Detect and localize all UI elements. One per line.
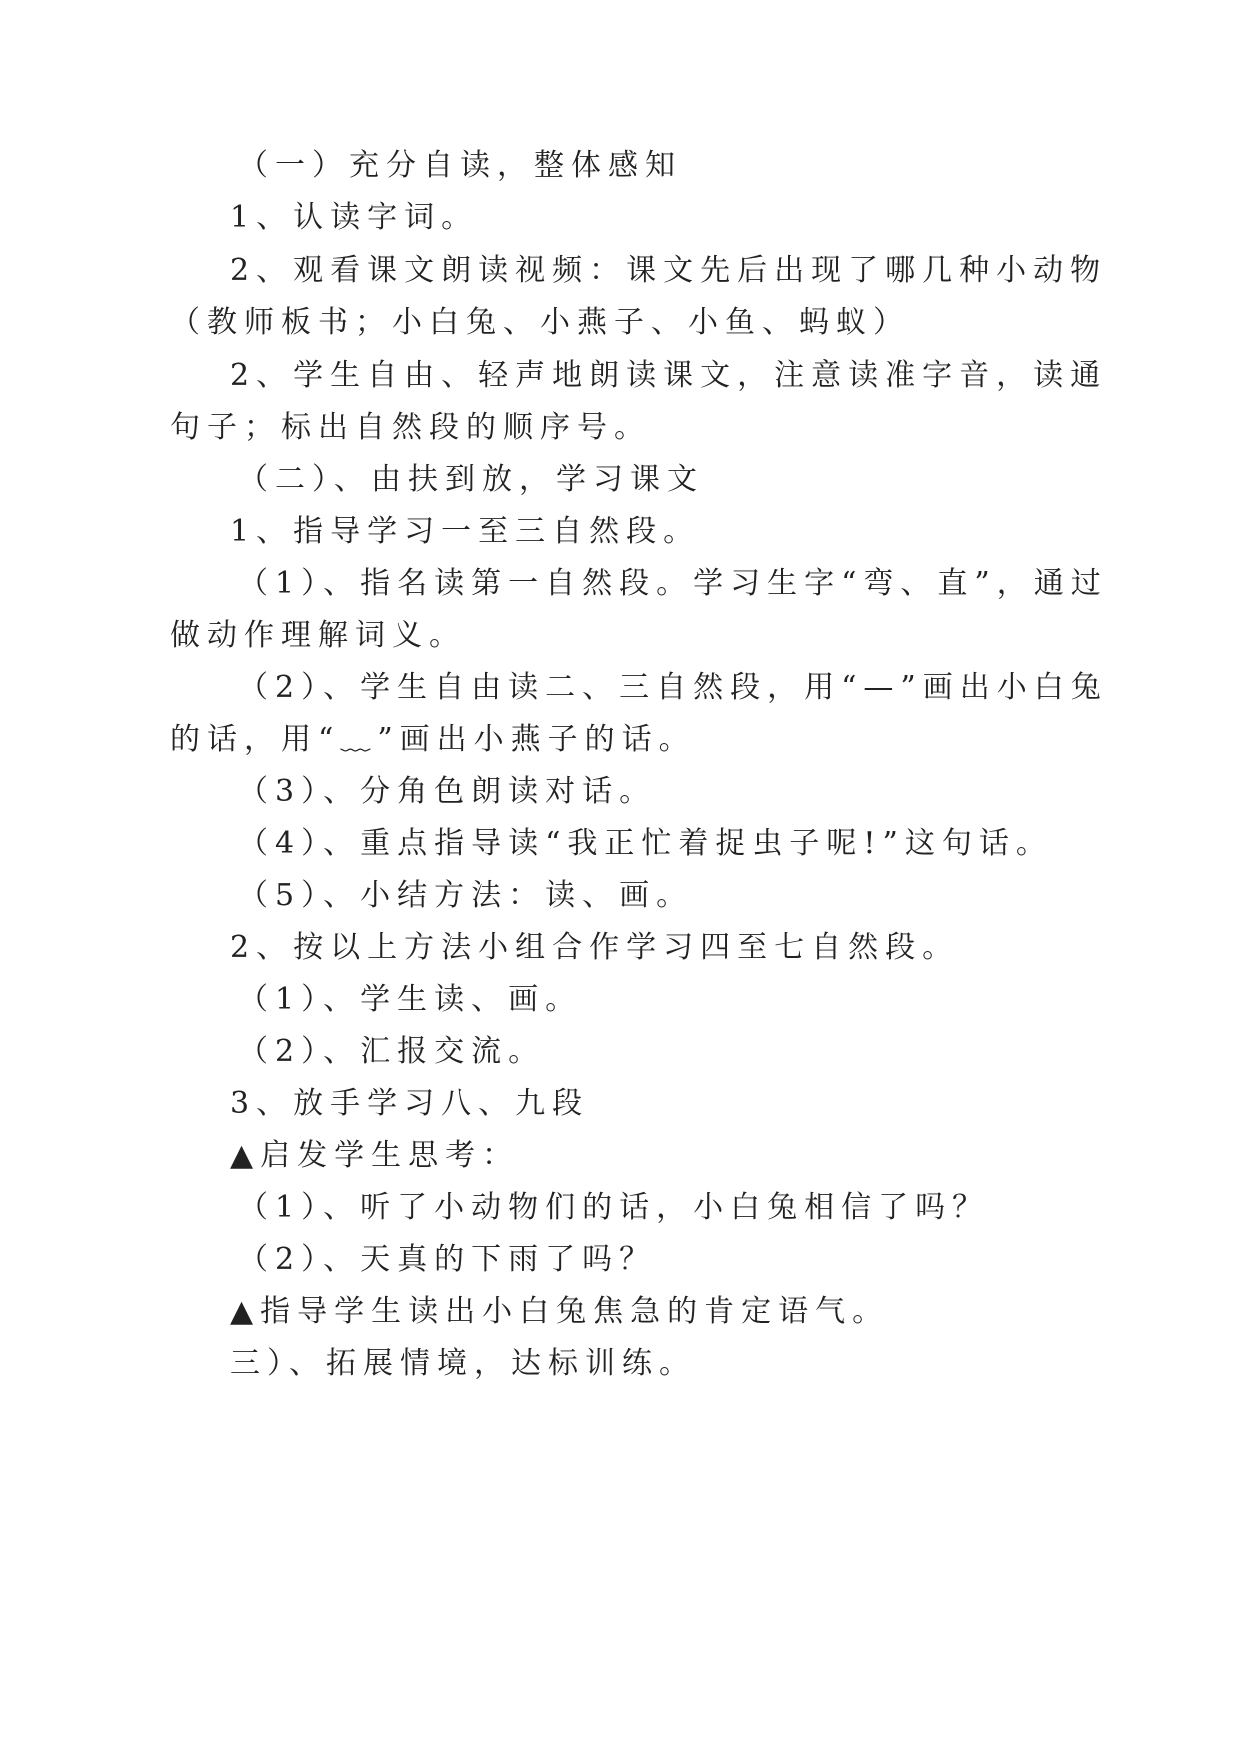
question-2: （2）、天真的下雨了吗？ [238, 1242, 657, 1277]
sub-item-read-draw: （1）、学生读、画。 [238, 982, 583, 1017]
list-item-paragraphs-4-7: 2、按以上方法小组合作学习四至七自然段。 [230, 930, 960, 965]
sub-item-1: （1）、指名读第一自然段。学习生字“弯、直”，通过 [238, 566, 1108, 601]
list-item-read-words: 1、认读字词。 [230, 200, 479, 235]
list-item-paragraphs-8-9: 3、放手学习八、九段 [230, 1086, 590, 1121]
list-item-watch-video-cont: （教师板书；小白兔、小燕子、小鱼、蚂蚁） [170, 305, 910, 340]
list-item-free-reading: 2、学生自由、轻声地朗读课文，注意读准字音，读通 [230, 358, 1108, 393]
section-heading-1: （一）充分自读，整体感知 [238, 148, 682, 183]
section-heading-2: （二）、由扶到放，学习课文 [238, 462, 704, 497]
sub-item-report: （2）、汇报交流。 [238, 1034, 546, 1069]
section-heading-3: 三）、拓展情境，达标训练。 [230, 1346, 696, 1381]
list-item-free-reading-cont: 句子；标出自然段的顺序号。 [170, 410, 651, 445]
bullet-guide-reading: ▲指导学生读出小白兔焦急的肯定语气。 [230, 1294, 890, 1329]
list-item-paragraphs-1-3: 1、指导学习一至三自然段。 [230, 514, 701, 549]
sub-item-5: （5）、小结方法：读、画。 [238, 878, 694, 913]
sub-item-4: （4）、重点指导读“我正忙着捉虫子呢!”这句话。 [238, 826, 1053, 861]
sub-item-2: （2）、学生自由读二、三自然段，用“—”画出小白兔 [238, 670, 1108, 705]
sub-item-2-cont: 的话，用“﹏”画出小燕子的话。 [170, 722, 696, 757]
question-1: （1）、听了小动物们的话，小白兔相信了吗？ [238, 1190, 990, 1225]
list-item-watch-video: 2、观看课文朗读视频：课文先后出现了哪几种小动物 [230, 253, 1108, 288]
sub-item-3: （3）、分角色朗读对话。 [238, 774, 657, 809]
bullet-inspire-thinking: ▲启发学生思考： [230, 1138, 520, 1173]
sub-item-1-cont: 做动作理解词义。 [170, 618, 466, 653]
